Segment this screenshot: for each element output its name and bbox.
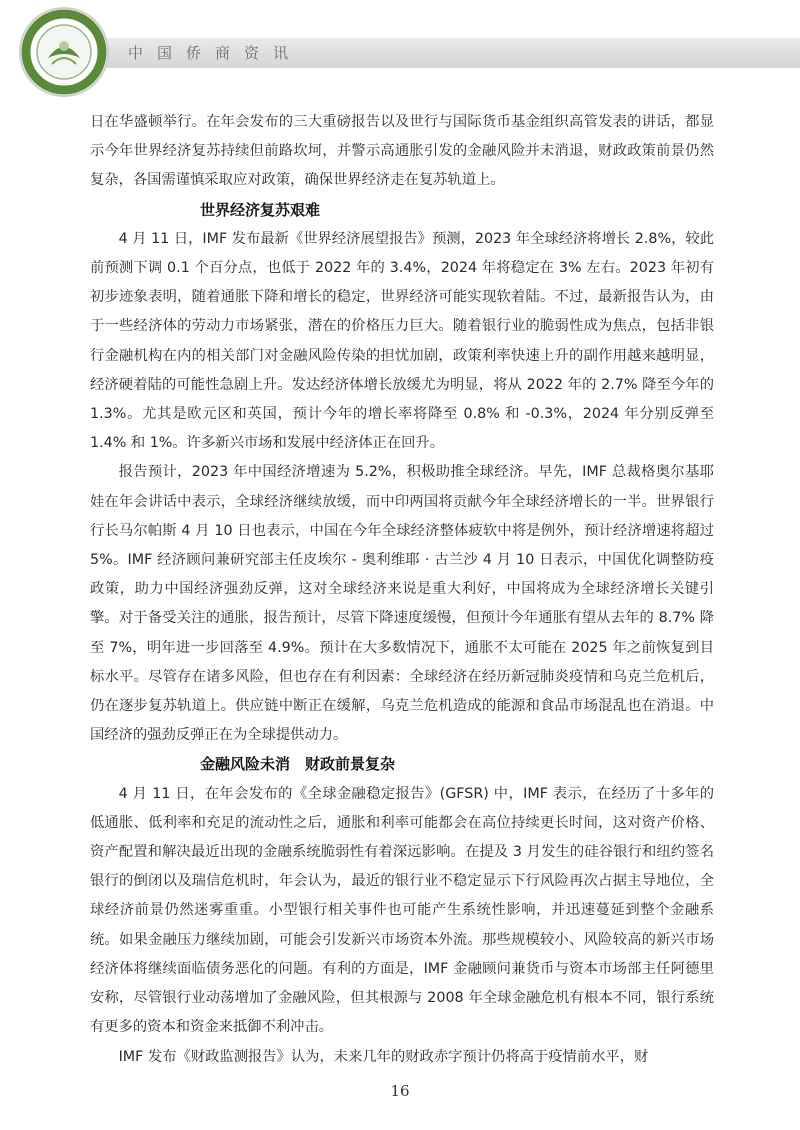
section-heading-economy: 世界经济复苏艰难	[200, 200, 321, 219]
section-heading-finance: 金融风险未消 财政前景复杂	[200, 755, 396, 774]
paragraph-weo: 4 月 11 日，IMF 发布最新《世界经济展望报告》预测，2023 年全球经济将增长 2.8%，较此前预测下调 0.1 个百分点，也低于 2022 年的 3.4%，2024 年将稳定在 3% 左右。2023 年初有初步迹象表明，随着通胀下降和增长的稳定，世界经济可能实现软着陆。不过，最新报告认为，由于一些经济体的劳动力市场紧张，潜在的价格压力巨大。随着银行业的脆弱性成为焦点，包括非银行金融机构在内的相关部门对金融风险传染的担忧加剧，政策利率快速上升的副作用越来越明显，经济硬着陆的可能性急剧上升。发达经济体增长放缓尤为明显，将从 2022 年的 2.7% 降至今年的 1.3%。尤其是欧元区和英国，预计今年的增长率将降至 0.8% 和 -0.3%，2024 年分别反弹至 1.4% 和 1%。许多新兴市场和发展中经济体正在回升。	[90, 230, 714, 452]
page-header	[0, 0, 800, 90]
article-body	[90, 108, 714, 1072]
paragraph-intro: 日在华盛顿举行。在年会发布的三大重磅报告以及世行与国际货币基金组织高管发表的讲话，都显示今年世界经济复苏持续但前路坎坷，并警示高通胀引发的金融风险并未消退，财政政策前景仍然复杂，各国需谨慎采取应对政策，确保世界经济走在复苏轨道上。	[90, 114, 714, 189]
page-number: 16	[390, 1082, 410, 1100]
header-title: 中国侨商资讯	[128, 44, 303, 62]
paragraph-gfsr: 4 月 11 日，在年会发布的《全球金融稳定报告》(GFSR) 中，IMF 表示，在经历了十多年的低通胀、低利率和充足的流动性之后，通胀和利率可能都会在高位持续更长时间，这对资产价格、资产配置和解决最近出现的金融系统脆弱性有着深远影响。在提及 3 月发生的硅谷银行和纽约签名银行的倒闭以及瑞信危机时，年会认为，最近的银行业不稳定显示下行风险再次占据主导地位，全球经济前景仍然迷雾重重。小型银行相关事件也可能产生系统性影响，并迅速蔓延到整个金融系统。如果金融压力继续加剧，可能会引发新兴市场资本外流。那些规模较小、风险较高的新兴市场经济体将继续面临债务恶化的问题。有利的方面是，IMF 金融顾问兼货币与资本市场部主任阿德里安称，尽管银行业动荡增加了金融风险，但其根源与 2008 年全球金融危机有根本不同，银行系统有更多的资本和资金来抵御不利冲击。	[90, 785, 714, 1036]
paragraph-china-growth: 报告预计，2023 年中国经济增速为 5.2%，积极助推全球经济。早先，IMF 总裁格奥尔基耶娃在年会讲话中表示，全球经济继续放缓，而中印两国将贡献今年全球经济增长的一半。世界银行行长马尔帕斯 4 月 10 日也表示，中国在今年全球经济整体疲软中将是例外，预计经济增速将超过 5%。IMF 经济顾问兼研究部主任皮埃尔 - 奥利维耶 · 古兰沙 4 月 10 日表示，中国优化调整防疫政策，助力中国经济强劲反弹，这对全球经济来说是重大利好，中国将成为全球经济增长关键引擎。对于备受关注的通胀，报告预计，尽管下降速度缓慢，但预计今年通胀有望从去年的 8.7% 降至 7%，明年进一步回落至 4.9%。预计在大多数情况下，通胀不太可能在 2025 年之前恢复到目标水平。尽管存在诸多风险，但也存在有利因素：全球经济在经历新冠肺炎疫情和乌克兰危机后，仍在逐步复苏轨道上。供应链中断正在缓解，乌克兰危机造成的能源和食品市场混乱也在消退。中国经济的强劲反弹正在为全球提供动力。	[90, 464, 714, 744]
organization-logo-icon	[18, 6, 110, 98]
paragraph-fiscal-monitor: IMF 发布《财政监测报告》认为，未来几年的财政赤字预计仍将高于疫情前水平，财	[118, 1048, 649, 1065]
